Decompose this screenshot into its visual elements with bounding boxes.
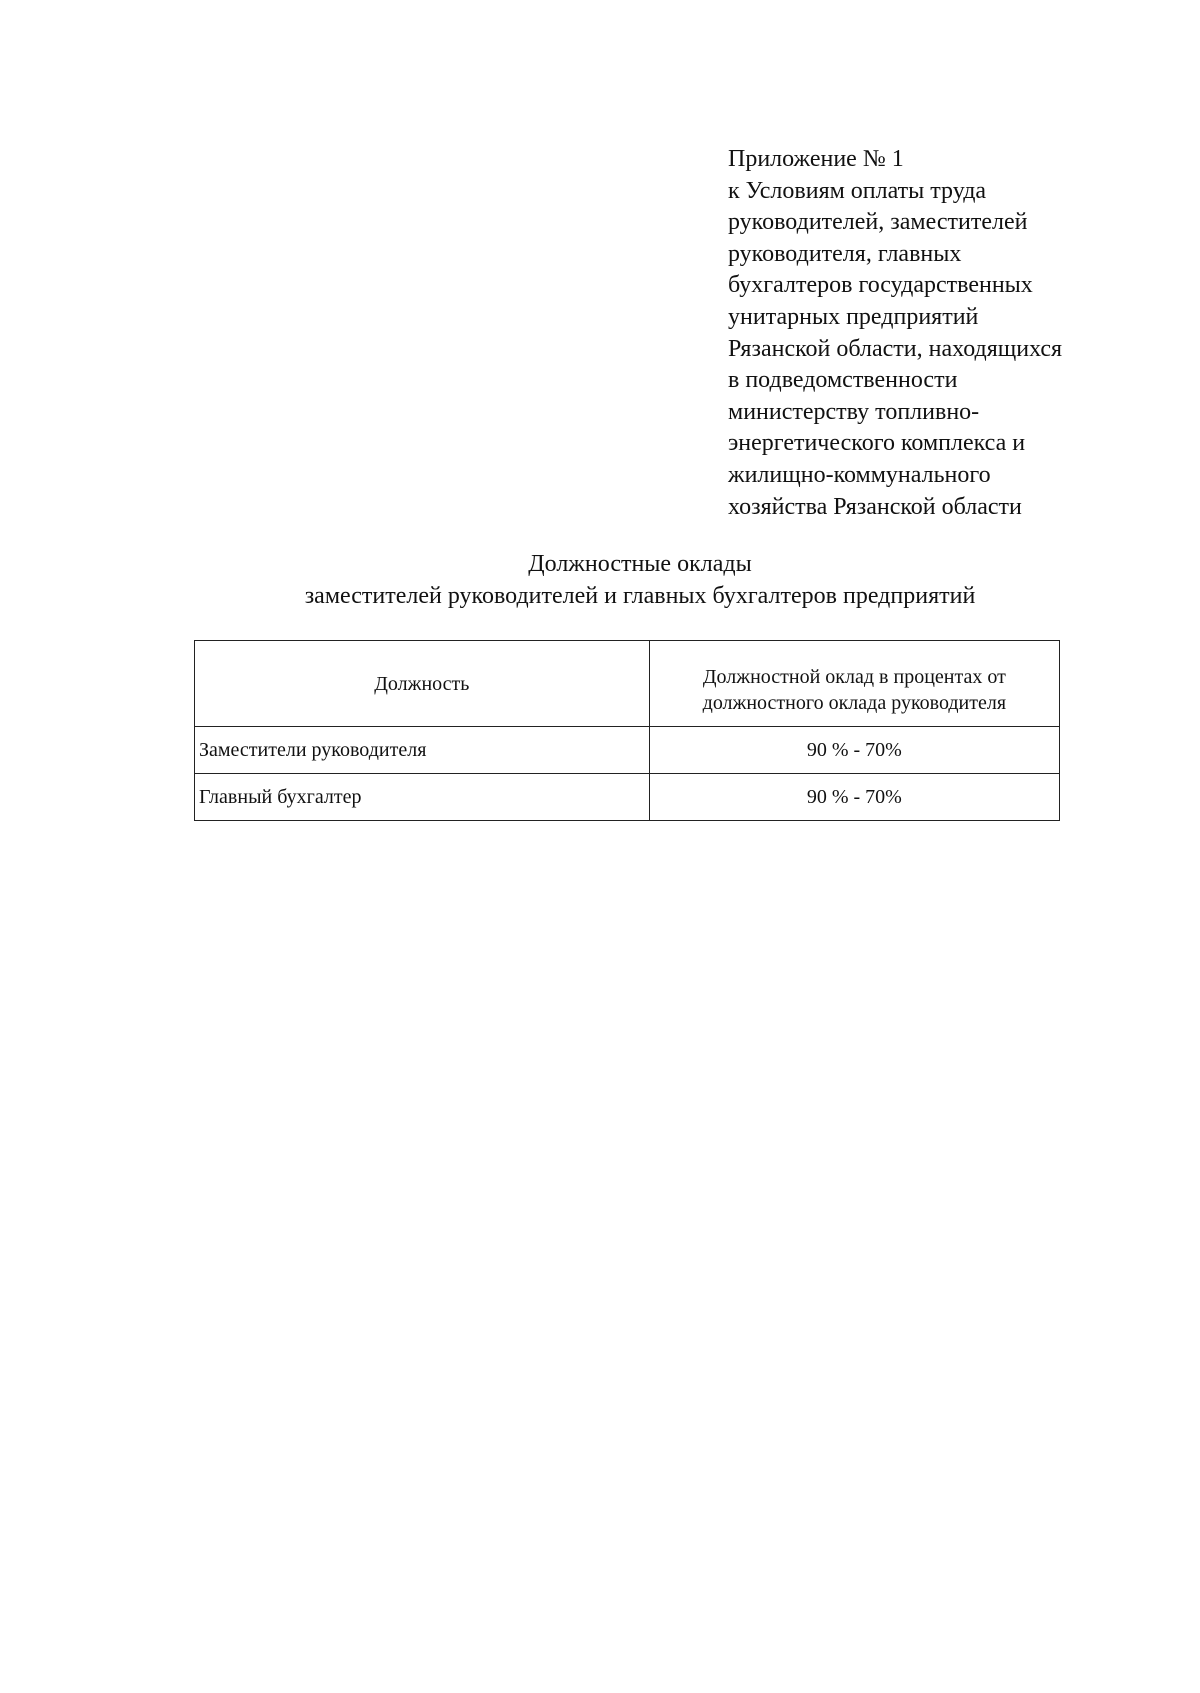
appendix-note [728,144,1168,523]
document-title [190,548,1090,612]
cell-position: Заместители руководителя [195,727,650,774]
title-line-2: заместителей руководителей и главных бухгалтеров предприятий [304,583,976,609]
cell-salary: 90 % - 70% [649,727,1059,774]
appendix-line: Рязанской области, находящихся [728,335,1063,362]
cell-position: Главный бухгалтер [195,774,650,821]
table-row [195,727,1060,774]
header-position: Должность [195,641,650,727]
header-salary [649,641,1059,727]
header-salary-line-1: Должностной оклад в процентах от [702,665,1006,688]
appendix-line: энергетического комплекса и [728,430,1026,457]
appendix-line: министерству топливно- [728,398,980,425]
table-row [195,774,1060,821]
appendix-line: в подведомственности [728,367,958,394]
appendix-line: руководителя, главных [728,240,962,267]
cell-salary: 90 % - 70% [649,774,1059,821]
appendix-line: к Условиям оплаты труда [728,177,987,204]
appendix-line: Приложение № 1 [728,146,904,172]
header-salary-line-2: должностного оклада руководителя [702,691,1007,714]
title-line-1: Должностные оклады [528,551,752,577]
appendix-line: руководителей, заместителей [728,209,1028,236]
table-header-row [195,641,1060,727]
appendix-line: унитарных предприятий [728,303,979,330]
appendix-line: хозяйства Рязанской области [728,493,1022,520]
appendix-line: жилищно-коммунального [728,461,991,488]
salary-table [194,640,1060,821]
appendix-line: бухгалтеров государственных [728,272,1033,299]
